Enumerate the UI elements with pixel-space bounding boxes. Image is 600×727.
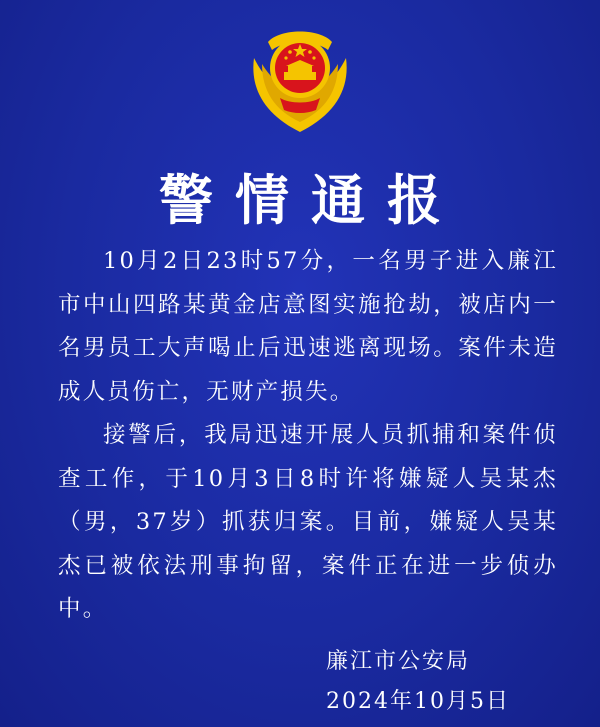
notice-paragraph: 10月2日23时57分，一名男子进入廉江市中山四路某黄金店意图实施抢劫，被店内一名男员工大声喝止后迅速逃离现场。案件未造成人员伤亡，无财产损失。	[58, 248, 558, 405]
page-title: 警情通报	[159, 169, 463, 232]
notice-body	[58, 240, 558, 632]
police-badge-icon	[240, 18, 360, 136]
notice-paragraph: 接警后，我局迅速开展人员抓捕和案件侦查工作，于10月3日8时许将嫌疑人吴某杰（男，37岁）抓获归案。目前，嫌疑人吴某杰已被依法刑事拘留，案件正在进一步侦办中。	[58, 422, 558, 622]
issue-date: 2024年10月5日	[326, 689, 510, 714]
signature-block	[326, 642, 586, 722]
issuer-name: 廉江市公安局	[326, 649, 471, 674]
